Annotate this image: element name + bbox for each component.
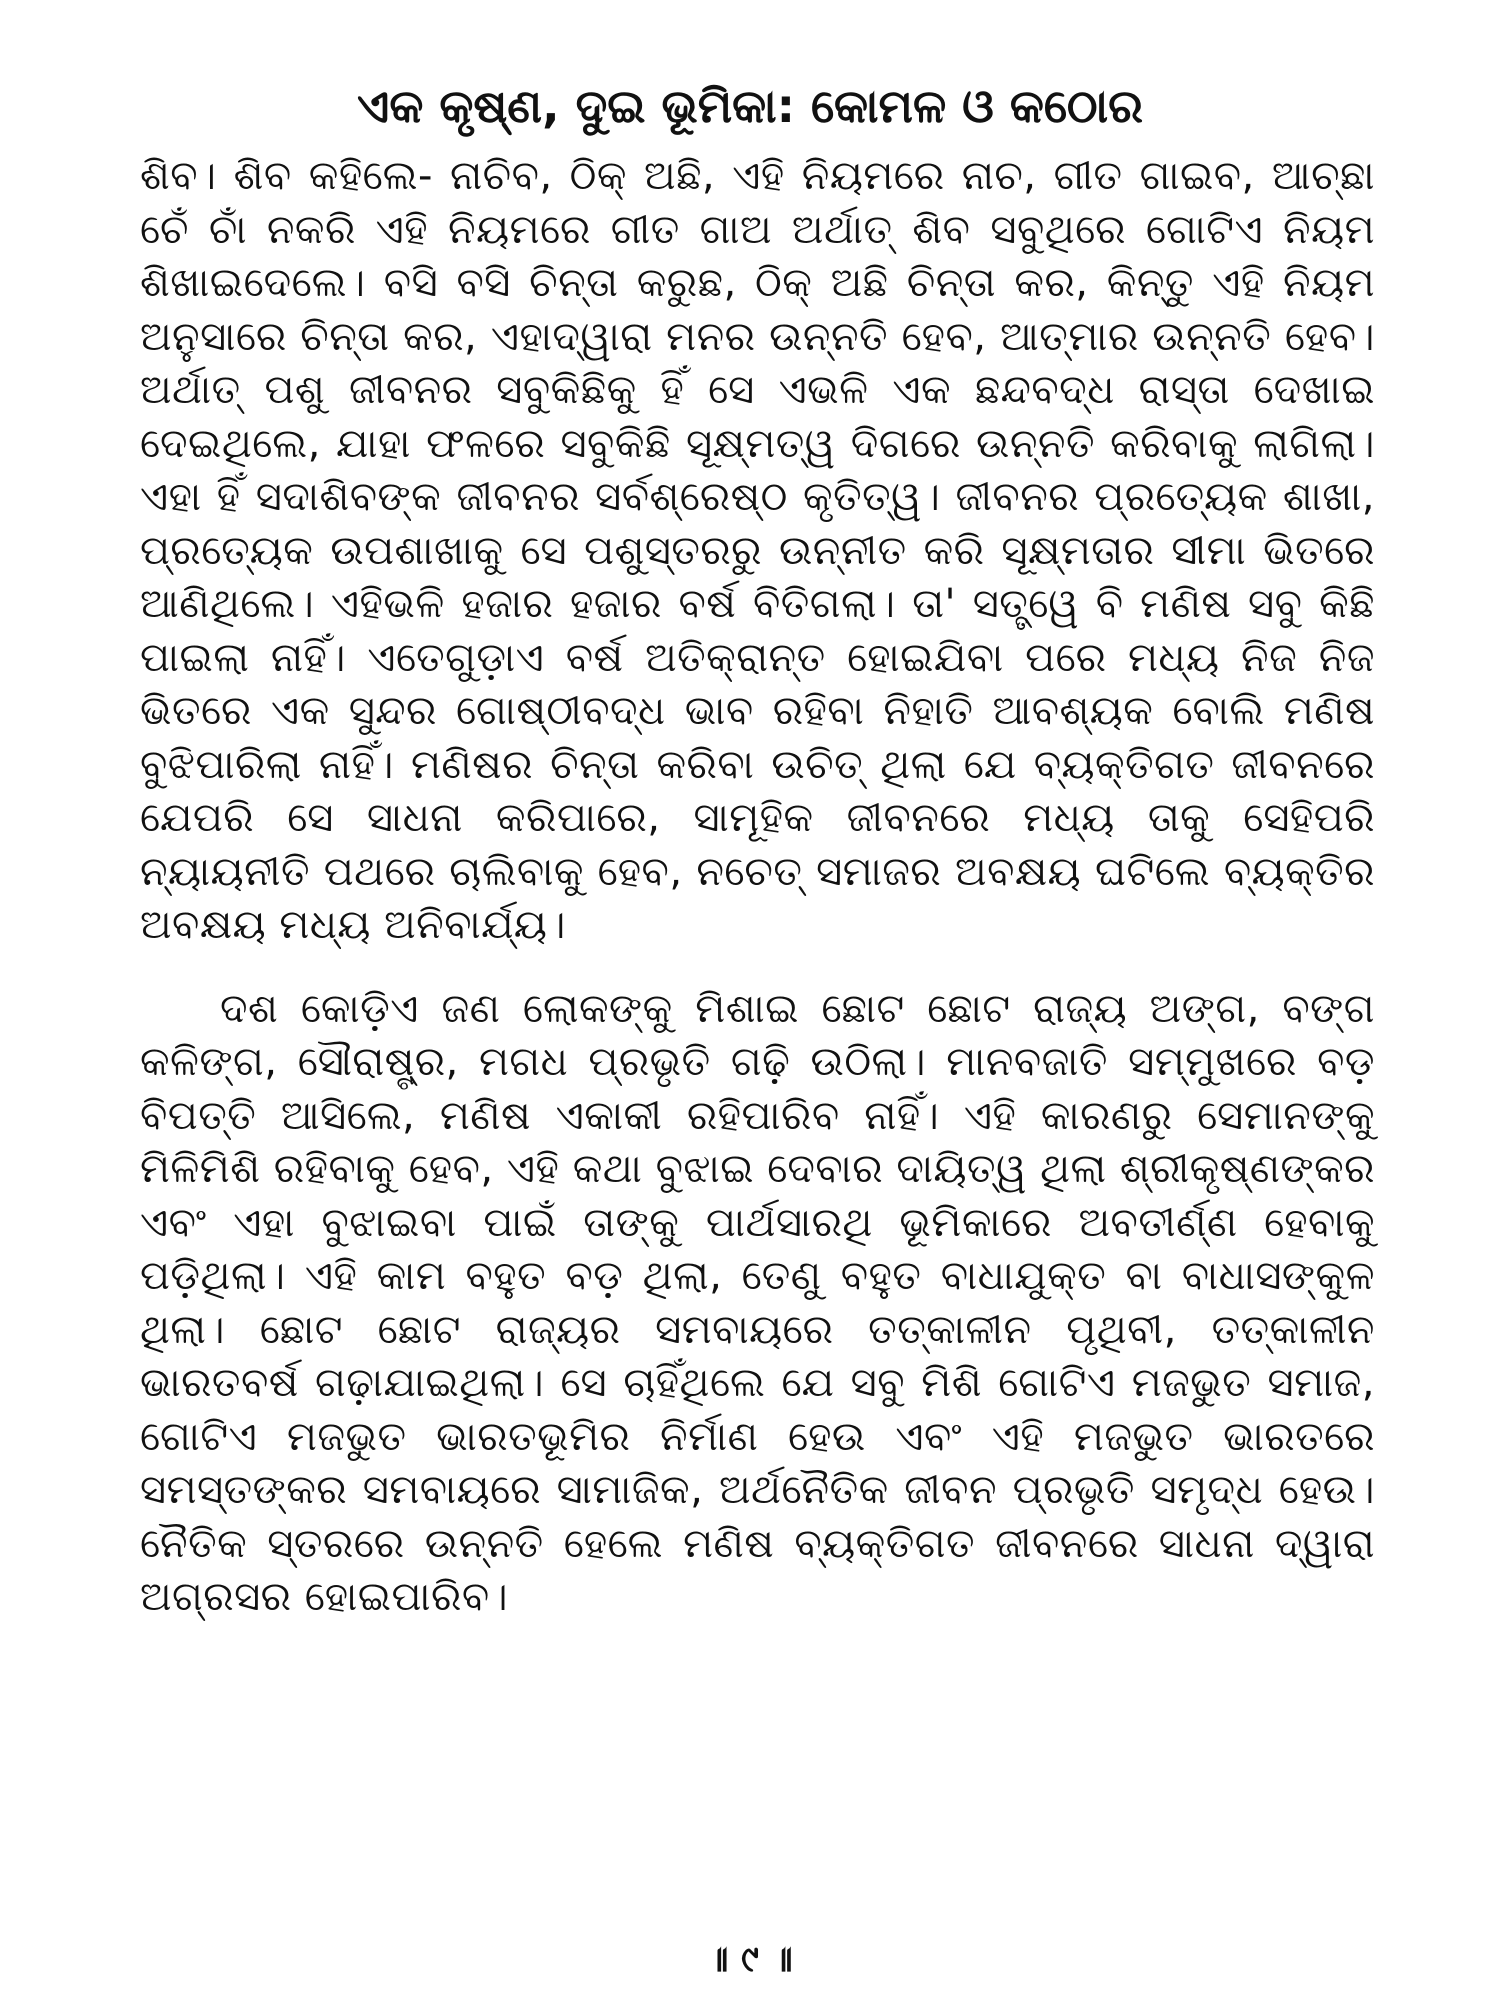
paragraph-2: ଦଶ କୋଡ଼ିଏ ଜଣ ଲୋକଙ୍କୁ ମିଶାଇ ଛୋଟ ଛୋଟ ରାଜ୍ୟ ଅଙ୍ଗ, ବଙ୍ଗ କଳିଙ୍ଗ, ସୌରାଷ୍ଟ୍ର, ମଗଧ ପ୍ରଭୃତି ଗଢ଼ି ଉଠିଲା। ମାନବଜାତି ସମ୍ମୁଖରେ ବଡ଼ ବିପତ୍ତି ଆସିଲେ, ମଣିଷ ଏକାକୀ ରହିପାରିବ ନାହିଁ। ଏହି କାରଣରୁ ସେମାନଙ୍କୁ ମିଳିମିଶି ରହିବାକୁ ହେବ, ଏହି କଥା ବୁଝାଇ ଦେବାର ଦାୟିତ୍ୱ ଥିଲା ଶ୍ରୀକୃଷ୍ଣଙ୍କର ଏବଂ ଏହା ବୁଝାଇବା ପାଇଁ ତାଙ୍କୁ ପାର୍ଥସାରଥି ଭୂମିକାରେ ଅବତୀର୍ଣ୍ଣ ହେବାକୁ ପଡ଼ିଥିଲା। ଏହି କାମ ବହୁତ ବଡ଼ ଥିଲା, ତେଣୁ ବହୁତ ବାଧାଯୁକ୍ତ ବା ବାଧାସଙ୍କୁଳ ଥିଲା। ଛୋଟ ଛୋଟ ରାଜ୍ୟର ସମବାୟରେ ତତ୍କାଳୀନ ପୃଥିବୀ, ତତ୍କାଳୀନ ଭାରତବର୍ଷ ଗଢ଼ାଯାଇଥିଲା। ସେ ଚାହିଁଥିଲେ ଯେ ସବୁ ମିଶି ଗୋଟିଏ ମଜଭୁତ ସମାଜ, ଗୋଟିଏ ମଜଭୁତ ଭାରତଭୂମିର ନିର୍ମାଣ ହେଉ ଏବଂ ଏହି ମଜଭୁତ ଭାରତରେ ସମସ୍ତଙ୍କର ସମବାୟରେ ସାମାଜିକ, ଅର୍ଥନୈତିକ ଜୀବନ ପ୍ରଭୃତି ସମୃଦ୍ଧ ହେଉ। ନୈତିକ ସ୍ତରରେ ଉନ୍ନତି ହେଲେ ମଣିଷ ବ୍ୟକ୍ତିଗତ ଜୀବନରେ ସାଧନା ଦ୍ୱାରା ଅଗ୍ରସର ହୋଇପାରିବ। xyxy=(140,985,1375,1620)
page-title: ଏକ କୃଷ୍ଣ, ଦୁଇ ଭୂମିକା: କୋମଳ ଓ କଠୋର xyxy=(357,78,1143,133)
paragraph-1: ଶିବ। ଶିବ କହିଲେ- ନାଚିବ, ଠିକ୍ ଅଛି, ଏହି ନିୟମରେ ନାଚ, ଗୀତ ଗାଇବ, ଆଚ୍ଛା ଚେଁ ଚାଁ ନକରି ଏହି ନିୟମରେ ଗୀତ ଗାଅ ଅର୍ଥାତ୍ ଶିବ ସବୁଥିରେ ଗୋଟିଏ ନିୟମ ଶିଖାଇଦେଲେ। ବସି ବସି ଚିନ୍ତା କରୁଛ, ଠିକ୍ ଅଛି ଚିନ୍ତା କର, କିନ୍ତୁ ଏହି ନିୟମ ଅନୁସାରେ ଚିନ୍ତା କର, ଏହାଦ୍ୱାରା ମନର ଉନ୍ନତି ହେବ, ଆତ୍ମାର ଉନ୍ନତି ହେବ। ଅର୍ଥାତ୍ ପଶୁ ଜୀବନର ସବୁକିଛିକୁ ହିଁ ସେ ଏଭଳି ଏକ ଛନ୍ଦବଦ୍ଧ ରାସ୍ତା ଦେଖାଇ ଦେଇଥିଲେ, ଯାହା ଫଳରେ ସବୁକିଛି ସୂକ୍ଷ୍ମତ୍ୱ ଦିଗରେ ଉନ୍ନତି କରିବାକୁ ଲାଗିଲା। ଏହା ହିଁ ସଦାଶିବଙ୍କ ଜୀବନର ସର୍ବଶ୍ରେଷ୍ଠ କୃତିତ୍ୱ। ଜୀବନର ପ୍ରତ୍ୟେକ ଶାଖା, ପ୍ରତ୍ୟେକ ଉପଶାଖାକୁ ସେ ପଶୁସ୍ତରରୁ ଉନ୍ନୀତ କରି ସୂକ୍ଷ୍ମତାର ସୀମା ଭିତରେ ଆଣିଥିଲେ। ଏହିଭଳି ହଜାର ହଜାର ବର୍ଷ ବିତିଗଲା। ତା' ସତ୍ତ୍ୱେ ବି ମଣିଷ ସବୁ କିଛି ପାଇଲା ନାହିଁ। ଏତେଗୁଡ଼ାଏ ବର୍ଷ ଅତିକ୍ରାନ୍ତ ହୋଇଯିବା ପରେ ମଧ୍ୟ ନିଜ ନିଜ ଭିତରେ ଏକ ସୁନ୍ଦର ଗୋଷ୍ଠୀବଦ୍ଧ ଭାବ ରହିବା ନିହାତି ଆବଶ୍ୟକ ବୋଲି ମଣିଷ ବୁଝିପାରିଲା ନାହିଁ। ମଣିଷର ଚିନ୍ତା କରିବା ଉଚିତ୍ ଥିଲା ଯେ ବ୍ୟକ୍ତିଗତ ଜୀବନରେ ଯେପରି ସେ ସାଧନା କରିପାରେ, ସାମୂହିକ ଜୀବନରେ ମଧ୍ୟ ତାକୁ ସେହିପରି ନ୍ୟାୟନୀତି ପଥରେ ଚାଲିବାକୁ ହେବ, ନଚେତ୍ ସମାଜର ଅବକ୍ଷୟ ଘଟିଲେ ବ୍ୟକ୍ତିର ଅବକ୍ଷୟ ମଧ୍ୟ ଅନିବାର୍ଯ୍ୟ। xyxy=(140,153,1375,948)
body-text xyxy=(140,150,1375,1625)
page-number: ॥ ୯ ॥ xyxy=(707,1939,793,1980)
